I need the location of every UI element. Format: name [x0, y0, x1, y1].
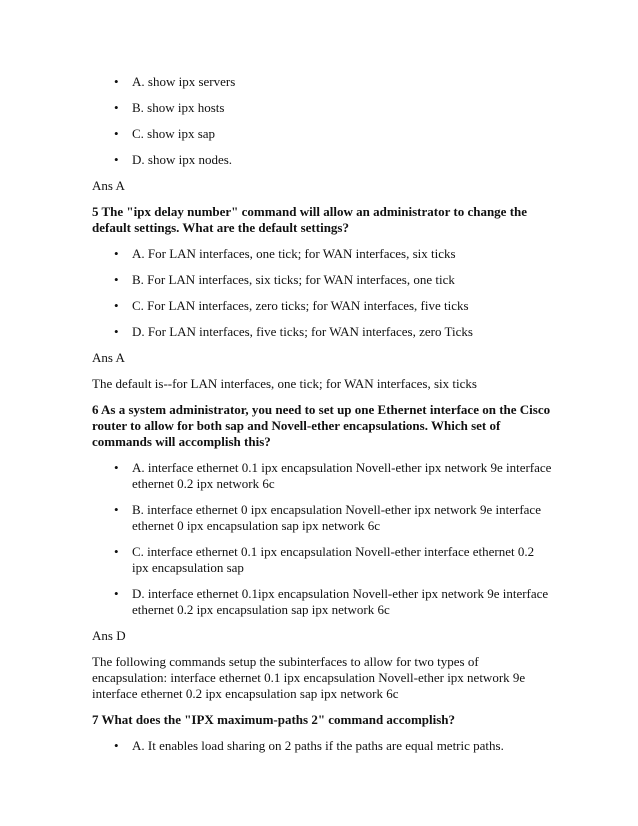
bullet-icon: •: [114, 298, 119, 313]
document-content: [92, 74, 552, 764]
bullet-icon: •: [114, 126, 119, 141]
q5-answer: Ans A: [92, 350, 125, 365]
q5-question: 5 The "ipx delay number" command will allow an administrator to change the default settings. What are the default settings?: [92, 204, 528, 235]
bullet-icon: •: [114, 324, 119, 339]
q6-question: 6 As a system administrator, you need to set up one Ethernet interface on the Cisco router to allow for both sap and Novell-ether encapsulations. Which set of commands will accomplish this?: [92, 402, 551, 449]
q4-option-b: B. show ipx hosts: [132, 100, 225, 115]
bullet-icon: •: [114, 100, 119, 115]
list-item: [92, 544, 552, 576]
bullet-icon: •: [114, 74, 119, 89]
q5-option-d: D. For LAN interfaces, five ticks; for WAN interfaces, zero Ticks: [132, 324, 473, 339]
q6-option-a: A. interface ethernet 0.1 ipx encapsulation Novell-ether ipx network 9e interface ethernet 0.2 ipx network 6c: [132, 460, 552, 491]
bullet-icon: •: [114, 586, 119, 601]
list-item: [92, 298, 552, 314]
list-item: [92, 324, 552, 340]
bullet-icon: •: [114, 152, 119, 167]
q5-option-c: C. For LAN interfaces, zero ticks; for WAN interfaces, five ticks: [132, 298, 469, 313]
q4-option-c: C. show ipx sap: [132, 126, 216, 141]
bullet-icon: •: [114, 544, 119, 559]
list-item: [92, 246, 552, 262]
q6-explanation: The following commands setup the subinterfaces to allow for two types of encapsulation: interface ethernet 0.1 ipx encapsulation Novell-ether ipx network 9e interface ethernet 0.2 ipx encapsulation sap ipx network 6c: [92, 654, 526, 701]
list-item: [92, 74, 552, 90]
q4-answer: Ans A: [92, 178, 125, 193]
q5-option-a: A. For LAN interfaces, one tick; for WAN interfaces, six ticks: [132, 246, 456, 261]
bullet-icon: •: [114, 738, 119, 753]
q5-option-b: B. For LAN interfaces, six ticks; for WAN interfaces, one tick: [132, 272, 455, 287]
list-item: [92, 586, 552, 618]
list-item: [92, 460, 552, 492]
q7-question: 7 What does the "IPX maximum-paths 2" command accomplish?: [92, 712, 456, 727]
q5-explanation: The default is--for LAN interfaces, one tick; for WAN interfaces, six ticks: [92, 376, 477, 391]
list-item: [92, 738, 552, 754]
list-item: [92, 152, 552, 168]
q4-options: [92, 74, 552, 168]
list-item: [92, 502, 552, 534]
q4-option-a: A. show ipx servers: [132, 74, 236, 89]
q6-option-c: C. interface ethernet 0.1 ipx encapsulation Novell-ether interface ethernet 0.2 ipx encapsulation sap: [132, 544, 535, 575]
bullet-icon: •: [114, 272, 119, 287]
list-item: [92, 272, 552, 288]
q5-options: [92, 246, 552, 340]
q6-answer: Ans D: [92, 628, 126, 643]
bullet-icon: •: [114, 502, 119, 517]
bullet-icon: •: [114, 460, 119, 475]
list-item: [92, 126, 552, 142]
bullet-icon: •: [114, 246, 119, 261]
list-item: [92, 100, 552, 116]
q6-option-d: D. interface ethernet 0.1ipx encapsulation Novell-ether ipx network 9e interface ethernet 0.2 ipx encapsulation sap ipx network 6c: [132, 586, 549, 617]
q4-option-d: D. show ipx nodes.: [132, 152, 233, 167]
q7-option-a: A. It enables load sharing on 2 paths if the paths are equal metric paths.: [132, 738, 504, 753]
q6-option-b: B. interface ethernet 0 ipx encapsulation Novell-ether ipx network 9e interface ethernet 0 ipx encapsulation sap ipx network 6c: [132, 502, 541, 533]
q6-options: [92, 460, 552, 618]
q7-options: [92, 738, 552, 754]
